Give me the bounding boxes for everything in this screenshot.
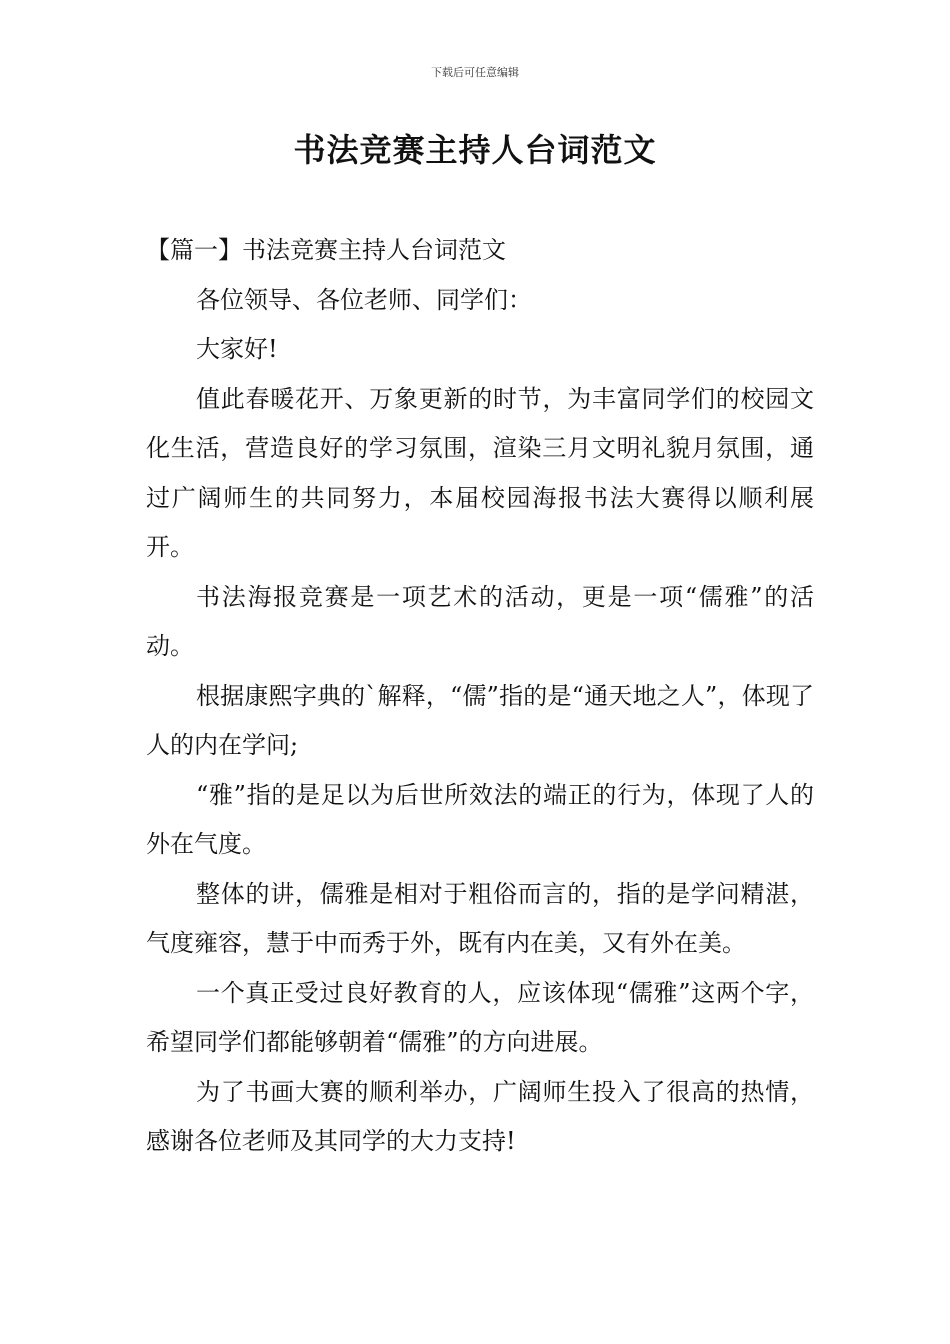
paragraph: 值此春暖花开、万象更新的时节，为丰富同学们的校园文化生活，营造良好的学习氛围，渲染三月文明礼貌月氛围，通过广阔师生的共同努力，本届校园海报书法大赛得以顺利展开。	[146, 384, 814, 561]
header-note: 下载后可任意编辑	[431, 66, 519, 79]
paragraph: 书法海报竞赛是一项艺术的活动，更是一项“儒雅”的活动。	[146, 582, 814, 660]
document-body	[146, 226, 814, 1167]
section-heading: 【篇一】书法竞赛主持人台词范文	[146, 236, 506, 264]
paragraph: 整体的讲，儒雅是相对于粗俗而言的，指的是学问精湛，气度雍容，慧于中而秀于外，既有内在美，又有外在美。	[146, 879, 814, 957]
paragraph: “雅”指的是足以为后世所效法的端正的行为，体现了人的外在气度。	[146, 780, 814, 858]
paragraph: 一个真正受过良好教育的人，应该体现“儒雅”这两个字，希望同学们都能够朝着“儒雅”的方向进展。	[146, 978, 814, 1056]
paragraph: 根据康熙字典的`解释，“儒”指的是“通天地之人”，体现了人的内在学问;	[146, 681, 814, 759]
paragraph-salutation: 各位领导、各位老师、同学们：	[196, 285, 532, 314]
document-title: 书法竞赛主持人台词范文	[293, 131, 657, 169]
paragraph-greeting: 大家好!	[196, 335, 278, 363]
paragraph: 为了书画大赛的顺利举办，广阔师生投入了很高的热情，感谢各位老师及其同学的大力支持!	[146, 1077, 814, 1155]
